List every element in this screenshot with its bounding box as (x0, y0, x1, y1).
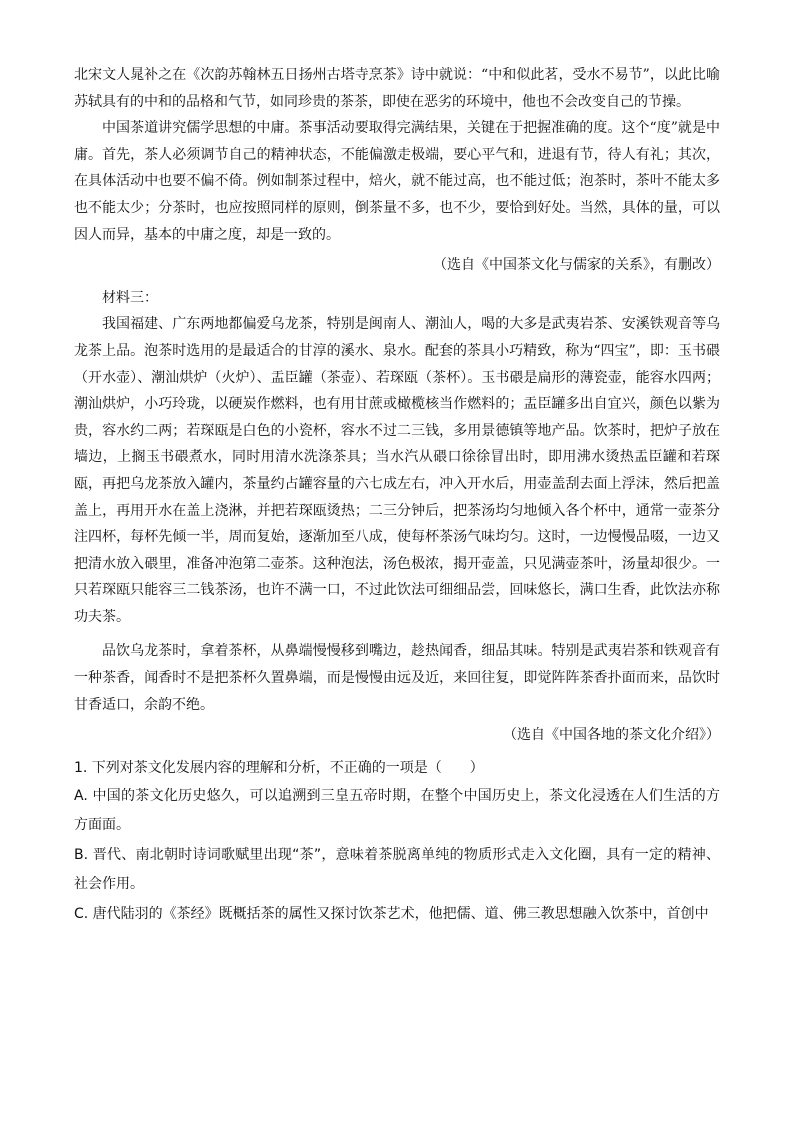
passage-paragraph: 品饮乌龙茶时，拿着茶杯，从鼻端慢慢移到嘴边，趁热闻香，细品其味。特别是武夷岩茶和铁观音有一种茶香，闻香时不是把茶杯久置鼻端，而是慢慢由远及近，来回往复，即觉阵阵茶香扑面而来，品饮时甘香适口，余韵不绝。 (74, 643, 720, 713)
source-citation: （选自《中国各地的茶文化介绍》） (503, 727, 720, 744)
passage-paragraph: 北宋文人晁补之在《次韵苏翰林五日扬州古塔寺烹茶》诗中就说：“中和似此茗，受水不易节”，以此比喻苏轼具有的中和的品格和气节，如同珍贵的茶茶，即使在恶劣的环境中，他也不会改变自己的节操。 (74, 67, 720, 110)
material-label: 材料三： (102, 289, 158, 306)
passage-paragraph: 中国茶道讲究儒学思想的中庸。茶事活动要取得完满结果，关键在于把握准确的度。这个“度”就是中庸。首先，茶人必须调节自己的精神状态，不能偏激走极端，要心平气和，进退有节，待人有礼；其次，在具体活动中也要不偏不倚。例如制茶过程中，焙火，就不能过高，也不能过低；泡茶时，茶叶不能太多也不能太少；分茶时，也应按照同样的原则，倒茶量不多，也不少，要恰到好处。当然，具体的量，可以因人而异，基本的中庸之度，却是一致的。 (74, 120, 720, 243)
question-block (74, 755, 720, 930)
exam-page (74, 62, 720, 929)
question-option-b[interactable]: B. 晋代、南北朝时诗词歌赋里出现“茶”，意味着茶脱离单纯的物质形式走入文化圈，具有一定的精神、社会作用。 (74, 846, 720, 893)
passage-paragraph: 我国福建、广东两地都偏爱乌龙茶，特别是闽南人、潮汕人，喝的大多是武夷岩茶、安溪铁观音等乌龙茶上品。泡茶时选用的是最适合的甘淳的溪水、泉水。配套的茶具小巧精致，称为“四宝”，即：玉书碨（开水壶）、潮汕烘炉（火炉）、盂臣罐（茶壶）、若琛瓯（茶杯）。玉书碨是扁形的薄瓷壶，能容水四两；潮汕烘炉，小巧玲珑，以硬炭作燃料，也有用甘蔗或橄榄核当作燃料的；盂臣罐多出自宜兴，颜色以紫为贵，容水约二两；若琛瓯是白色的小瓷杯，容水不过二三钱，多用景德镇等地产品。饮茶时，把炉子放在墙边，上搁玉书碨煮水，同时用清水洗涤茶具；当水汽从碨口徐徐冒出时，即用沸水烫热盂臣罐和若琛瓯，再把乌龙茶放入罐内，茶量约占罐容量的六七成左右，冲入开水后，用壶盖刮去面上浮沫，然后把盖盖上，再用开水在盖上浇淋，并把若琛瓯烫热；二三分钟后，把茶汤均匀地倾入各个杯中，通常一壶茶分注四杯，每杯先倾一半，周而复始，逐渐加至八成，使每杯茶汤气味均匀。这时，一边慢慢品啜，一边又把清水放入碨里，准备冲泡第二壶茶。这种泡法，汤色极浓，揭开壶盖，只见满壶茶叶，汤量却很少。一只若琛瓯只能容三二钱茶汤，也许不满一口，不过此饮法可细细品尝，回味悠长，满口生香，此饮法亦称功夫茶。 (74, 316, 720, 625)
question-option-a[interactable]: A. 中国的茶文化历史悠久，可以追溯到三皇五帝时期，在整个中国历史上，茶文化浸透在人们生活的方方面面。 (74, 787, 720, 834)
source-citation: （选自《中国茶文化与儒家的关系》，有删改） (433, 257, 720, 274)
question-stem: 1. 下列对茶文化发展内容的理解和分析，不正确的一项是（ ） (74, 759, 484, 776)
question-option-c[interactable]: C. 唐代陆羽的《茶经》既概括茶的属性又探讨饮茶艺术，他把儒、道、佛三教思想融入饮茶中，首创中 (74, 905, 709, 922)
